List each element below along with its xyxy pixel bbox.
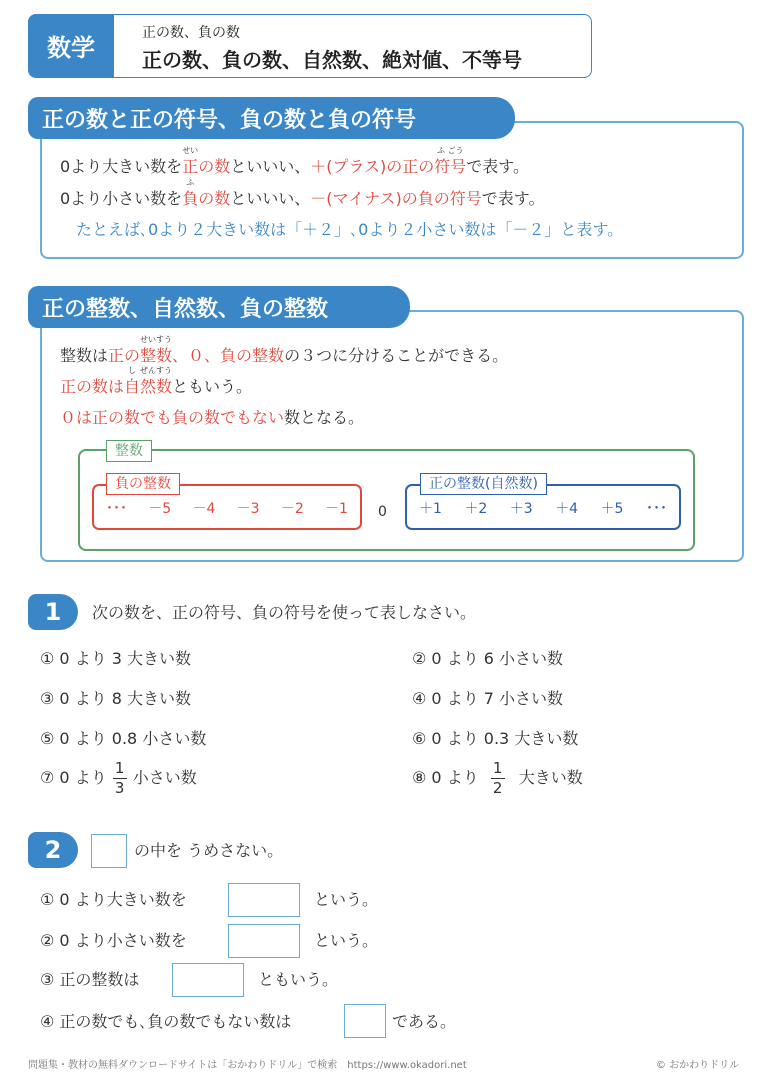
problem1-item: ③ 0 より 8 大きい数 — [40, 689, 192, 708]
problem2-number: 2 — [28, 832, 78, 868]
ruby: ふ — [186, 178, 195, 187]
text: 号 — [450, 157, 467, 176]
problem1-instruction: 次の数を、正の符号、負の符号を使って表しなさい。 — [92, 603, 477, 622]
problem2-item-prefix: ② 0 より小さい数を — [40, 931, 187, 950]
text: ＋(プラス)の正の — [310, 157, 435, 176]
number-3: －3 — [236, 501, 260, 517]
fraction — [113, 760, 127, 797]
problem1-item: ⑥ 0 より 0.3 大きい数 — [412, 729, 579, 748]
number-4: ＋5 — [600, 501, 624, 517]
ruby-word — [182, 178, 199, 209]
integers-label: 整数 — [106, 440, 152, 462]
section2-line2 — [60, 366, 253, 397]
positive-numbers — [419, 500, 667, 518]
text: 然数 — [140, 377, 173, 396]
numerator: 1 — [492, 758, 503, 777]
text: といいい、 — [230, 189, 311, 208]
problem1-number: 1 — [28, 594, 78, 630]
number-0: ＋1 — [419, 501, 442, 517]
section1-line2 — [60, 178, 545, 209]
answer-box[interactable] — [344, 1004, 386, 1038]
denominator: 3 — [114, 778, 125, 797]
text: －(マイナス)の負の符号 — [310, 189, 482, 208]
number-4: －2 — [280, 501, 304, 517]
problem2-item-suffix: という。 — [314, 931, 379, 950]
ruby: ぜんすう — [140, 366, 173, 375]
example-blank-box — [91, 834, 127, 868]
problem1-item: ④ 0 より 7 小さい数 — [412, 689, 564, 708]
ruby: せいすう — [140, 335, 173, 344]
header-subtitle: 正の数、負の数 — [142, 25, 240, 41]
number-0: ･･･ — [106, 501, 127, 517]
text: ⑧ 0 より — [412, 768, 479, 787]
text: で表す。 — [481, 189, 545, 208]
text: 正の — [108, 346, 141, 365]
number-1: －5 — [148, 501, 172, 517]
text: 正 — [182, 157, 199, 176]
ruby: せい — [182, 146, 199, 155]
problem2-item-prefix: ④ 正の数でも､負の数でもない数は — [40, 1012, 292, 1031]
number-2: ＋3 — [509, 501, 533, 517]
number-5: －1 — [325, 501, 348, 517]
text: といいい、 — [230, 157, 311, 176]
problem2-item-suffix: である。 — [392, 1012, 457, 1031]
page-title: 正の数、負の数、自然数、絶対値、不等号 — [142, 48, 522, 72]
answer-box[interactable] — [228, 883, 300, 917]
negative-numbers — [106, 500, 348, 518]
ruby-word — [434, 146, 464, 177]
text: ⑦ 0 より — [40, 768, 107, 787]
text: 負 — [182, 189, 199, 208]
footer-copyright: © おかわりドリル — [656, 1060, 740, 1071]
section2-title: 正の整数、自然数、負の整数 — [28, 286, 410, 328]
section1-title: 正の数と正の符号、負の数と負の符号 — [28, 97, 515, 139]
problem1-item-8 — [412, 758, 583, 798]
text: 整数 — [140, 346, 173, 365]
problem2-item-suffix: ともいう。 — [258, 970, 339, 989]
text: 小さい数 — [132, 768, 197, 787]
ruby-word — [182, 146, 199, 177]
problem2-item-suffix: という。 — [314, 890, 379, 909]
ruby-word — [140, 366, 173, 397]
problem1-item: ⑤ 0 より 0.8 小さい数 — [40, 729, 207, 748]
problem2-item-prefix: ③ 正の整数は — [40, 970, 140, 989]
section2-line3 — [60, 408, 364, 428]
section2-line1 — [60, 335, 509, 366]
text: 0より小さい数を — [60, 189, 183, 208]
text: ０は正の数でも負の数でもない — [60, 408, 285, 427]
number-1: ＋2 — [464, 501, 488, 517]
subject-tab: 数学 — [28, 14, 114, 77]
text: 、０、負の整数 — [172, 346, 285, 365]
text: で表す。 — [466, 157, 530, 176]
number-5: ･･･ — [645, 501, 667, 517]
zero: 0 — [378, 504, 387, 520]
text: 正の数は — [60, 377, 125, 396]
text: 大きい数 — [518, 768, 583, 787]
problem1-item-7 — [40, 758, 197, 798]
text: 数となる。 — [284, 408, 365, 427]
text: の数 — [198, 189, 231, 208]
problem2-instruction: の中を うめさない。 — [134, 841, 284, 860]
footer-text: 問題集・教材の無料ダウンロードサイトは「おかわりドリル」で検索 https://www.okadori.net — [28, 1060, 467, 1071]
section1-example: たとえば､0より２大きい数は「＋２」､0より２小さい数は「－２」と表す。 — [76, 220, 624, 239]
ruby-word — [124, 366, 141, 397]
text: の３つに分けることができる。 — [284, 346, 509, 365]
text: 自 — [124, 377, 141, 396]
text: ともいう。 — [172, 377, 253, 396]
section1-line1 — [60, 146, 530, 177]
fraction — [491, 760, 505, 797]
negative-integers-label: 負の整数 — [106, 473, 180, 495]
number-3: ＋4 — [555, 501, 579, 517]
ruby: ふ ごう — [436, 146, 464, 155]
text: の数 — [198, 157, 231, 176]
problem1-item: ① 0 より 3 大きい数 — [40, 649, 192, 668]
numerator: 1 — [114, 758, 125, 777]
ruby-word — [140, 335, 173, 366]
number-2: －4 — [192, 501, 216, 517]
answer-box[interactable] — [228, 924, 300, 958]
text: 0より大きい数を — [60, 157, 183, 176]
ruby: し — [128, 366, 137, 375]
text: 符 — [434, 157, 451, 176]
problem2-item-prefix: ① 0 より大きい数を — [40, 890, 187, 909]
problem1-item: ② 0 より 6 小さい数 — [412, 649, 564, 668]
positive-integers-label: 正の整数(自然数) — [420, 473, 547, 495]
text: 整数は — [60, 346, 109, 365]
answer-box[interactable] — [172, 963, 244, 997]
denominator: 2 — [492, 778, 503, 797]
